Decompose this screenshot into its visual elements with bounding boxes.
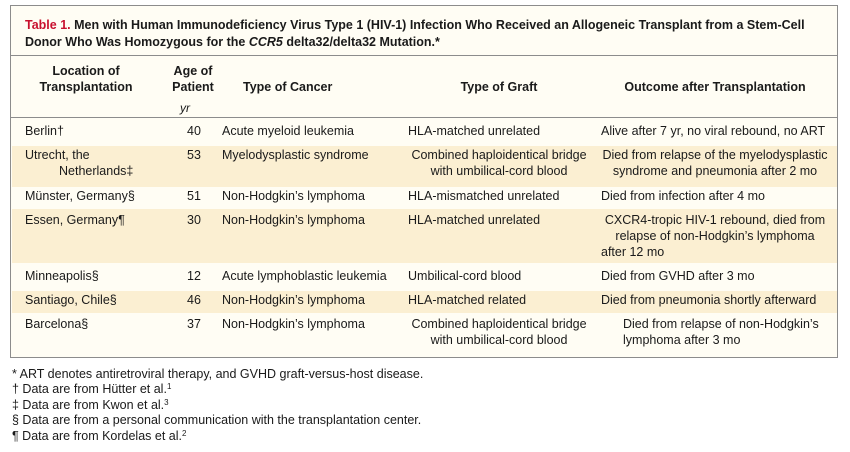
cell-age: 30 <box>187 213 201 227</box>
footnote-double-dagger-text: ‡ Data are from Kwon et al. <box>12 397 165 412</box>
cell-outcome: Alive after 7 yr, no viral rebound, no ART <box>601 124 826 138</box>
cell-location: Utrecht, the <box>25 148 90 162</box>
cell-location: Barcelona§ <box>25 317 89 331</box>
cell-cancer: Non-Hodgkin’s lymphoma <box>222 189 365 203</box>
header-outcome: Outcome after Transplantation <box>624 80 806 94</box>
cell-graft: Umbilical-cord blood <box>408 269 522 283</box>
header-rule <box>11 117 837 118</box>
cell-graft: HLA-matched unrelated <box>408 124 541 138</box>
cell-outcome: Died from relapse of non-Hodgkin’s <box>623 317 819 331</box>
cell-outcome: CXCR4-tropic HIV-1 rebound, died from <box>604 213 826 227</box>
cell-graft: Combined haploidentical bridge <box>411 317 587 331</box>
footnote-dagger-ref: 1 <box>166 382 172 392</box>
table-title-gene: CCR5 <box>248 35 283 49</box>
cell-outcome: Died from infection after 4 mo <box>601 189 765 203</box>
cell-cancer: Acute lymphoblastic leukemia <box>222 269 387 283</box>
cell-location-cont: Netherlands‡ <box>59 164 134 178</box>
cell-age: 51 <box>187 189 201 203</box>
table-label: Table 1. <box>25 18 71 32</box>
header-cancer: Type of Cancer <box>243 80 333 94</box>
header-location-line2: Transplantation <box>39 80 133 94</box>
cell-outcome: Died from pneumonia shortly afterward <box>601 293 817 307</box>
cell-outcome-cont: syndrome and pneumonia after 2 mo <box>612 164 818 178</box>
cell-cancer: Acute myeloid leukemia <box>222 124 355 138</box>
footnote-pilcrow-text: ¶ Data are from Kordelas et al. <box>12 428 182 443</box>
cell-location: Minneapolis§ <box>25 269 99 283</box>
cell-outcome-cont: after 12 mo <box>601 245 665 259</box>
cell-age: 37 <box>187 317 201 331</box>
footnote-section: § Data are from a personal communication with the transplantation center. <box>12 413 422 428</box>
cell-age: 12 <box>187 269 201 283</box>
cell-cancer: Non-Hodgkin’s lymphoma <box>222 317 365 331</box>
cell-graft: HLA-matched related <box>408 293 527 307</box>
cell-graft-cont: with umbilical-cord blood <box>430 164 568 178</box>
cell-location: Essen, Germany¶ <box>25 213 125 227</box>
table-title-text: Men with Human Immunodeficiency Virus Type 1 (HIV-1) Infection Who Received an Allogeneic Transplant from a Stem-Cell Donor Who Was Homozygous for the <box>25 18 805 49</box>
header-age-line2: Patient <box>172 80 214 94</box>
header-age-line1: Age of <box>173 64 213 78</box>
footnote-double-dagger-ref: 3 <box>164 397 169 407</box>
cell-age: 46 <box>187 293 201 307</box>
header-graft: Type of Graft <box>460 80 538 94</box>
footnote-dagger <box>12 382 832 397</box>
table-title-end: delta32/delta32 Mutation.* <box>286 35 440 49</box>
cell-outcome: Died from relapse of the myelodysplastic <box>602 148 828 162</box>
cell-graft: HLA-mismatched unrelated <box>408 189 560 203</box>
header-age-unit: yr <box>180 101 190 115</box>
cell-cancer: Non-Hodgkin’s lymphoma <box>222 213 365 227</box>
cell-outcome-cont: lymphoma after 3 mo <box>623 333 741 347</box>
cell-location: Münster, Germany§ <box>25 189 135 203</box>
cell-location: Santiago, Chile§ <box>25 293 117 307</box>
header-location <box>17 63 155 95</box>
footnote-pilcrow <box>12 429 832 444</box>
footnotes <box>12 367 832 444</box>
cell-cancer: Myelodysplastic syndrome <box>222 148 369 162</box>
title-rule <box>11 55 837 56</box>
header-age <box>159 63 227 95</box>
cell-cancer: Non-Hodgkin’s lymphoma <box>222 293 365 307</box>
cell-outcome-cont: relapse of non-Hodgkin’s lymphoma <box>615 229 815 243</box>
cell-outcome: Died from GVHD after 3 mo <box>601 269 755 283</box>
footnote-pilcrow-ref: 2 <box>181 428 187 438</box>
cell-graft: Combined haploidentical bridge <box>411 148 587 162</box>
cell-graft: HLA-matched unrelated <box>408 213 541 227</box>
cell-age: 53 <box>187 148 201 162</box>
cell-graft-cont: with umbilical-cord blood <box>430 333 568 347</box>
table-title <box>25 17 825 51</box>
cell-age: 40 <box>187 124 201 138</box>
table-frame <box>10 5 838 358</box>
header-location-line1: Location of <box>52 64 120 78</box>
footnote-dagger-text: † Data are from Hütter et al. <box>12 382 167 397</box>
cell-location: Berlin† <box>25 124 64 138</box>
footnote-double-dagger <box>12 398 832 413</box>
footnote-star: * ART denotes antiretroviral therapy, and GVHD graft-versus-host disease. <box>12 367 424 381</box>
